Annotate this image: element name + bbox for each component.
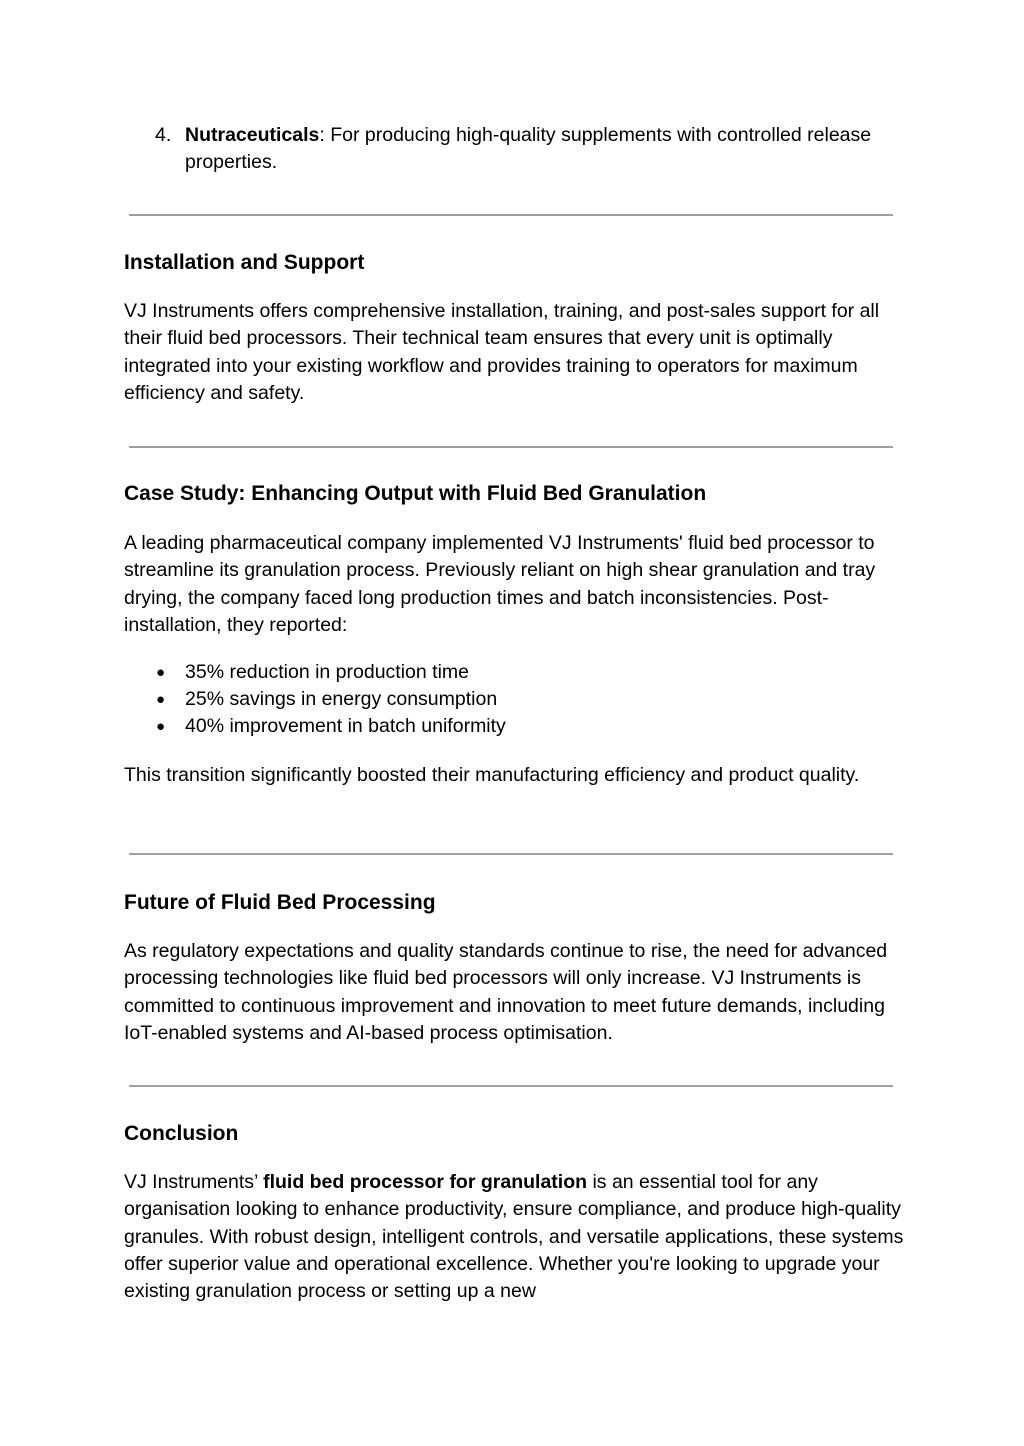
conclusion-paragraph: [124, 1169, 904, 1305]
list-number: 4.: [155, 124, 172, 146]
bullet-icon: ●: [156, 718, 166, 735]
horizontal-divider: [129, 853, 893, 855]
horizontal-divider: [129, 1085, 893, 1087]
horizontal-divider: [129, 446, 893, 448]
bullet-text: 35% reduction in production time: [185, 661, 469, 683]
installation-paragraph: VJ Instruments offers comprehensive installation, training, and post-sales support for all their fluid bed processors. Their technical team ensures that every unit is optimally integrated into your existing workflow and provides training to operators for maximum efficiency and safety.: [124, 300, 880, 404]
section-heading-installation: Installation and Support: [124, 251, 365, 274]
bullet-text: 25% savings in energy consumption: [185, 688, 498, 710]
future-paragraph: As regulatory expectations and quality standards continue to rise, the need for advanced processing technologies like fluid bed processors will only increase. VJ Instruments is committed to continuous improvement and innovation to meet future demands, including IoT-enabled systems and AI-based process optimisation.: [124, 940, 888, 1044]
bullet-icon: ●: [156, 664, 166, 681]
list-item-term: Nutraceuticals: [185, 124, 320, 146]
horizontal-divider: [129, 214, 893, 216]
section-heading-future: Future of Fluid Bed Processing: [124, 891, 436, 914]
case-study-paragraph: A leading pharmaceutical company implemented VJ Instruments' fluid bed processor to streamline its granulation process. Previously reliant on high shear granulation and tray drying, the company faced long production times and batch inconsistencies. Post-installation, they reported:: [124, 532, 876, 636]
section-heading-conclusion: Conclusion: [124, 1122, 239, 1145]
bullet-text: 40% improvement in batch uniformity: [185, 715, 506, 737]
case-study-closing: This transition significantly boosted their manufacturing efficiency and product quality.: [124, 764, 860, 786]
conclusion-text-start: VJ Instruments’: [124, 1171, 264, 1193]
conclusion-keyword: fluid bed processor for granulation: [263, 1171, 588, 1193]
list-item-text: : For producing high-quality supplements with controlled release properties.: [185, 124, 872, 174]
conclusion-text-end: is an essential tool for any organisation looking to enhance productivity, ensure compliance, and produce high-quality granules. With robust design, intelligent controls, and versatile applications, these systems offer superior value and operational excellence. Whether you're looking to upgrade your existing granulation process or setting up a new: [124, 1171, 904, 1303]
section-heading-case-study: Case Study: Enhancing Output with Fluid Bed Granulation: [124, 482, 707, 505]
bullet-icon: ●: [156, 691, 166, 708]
